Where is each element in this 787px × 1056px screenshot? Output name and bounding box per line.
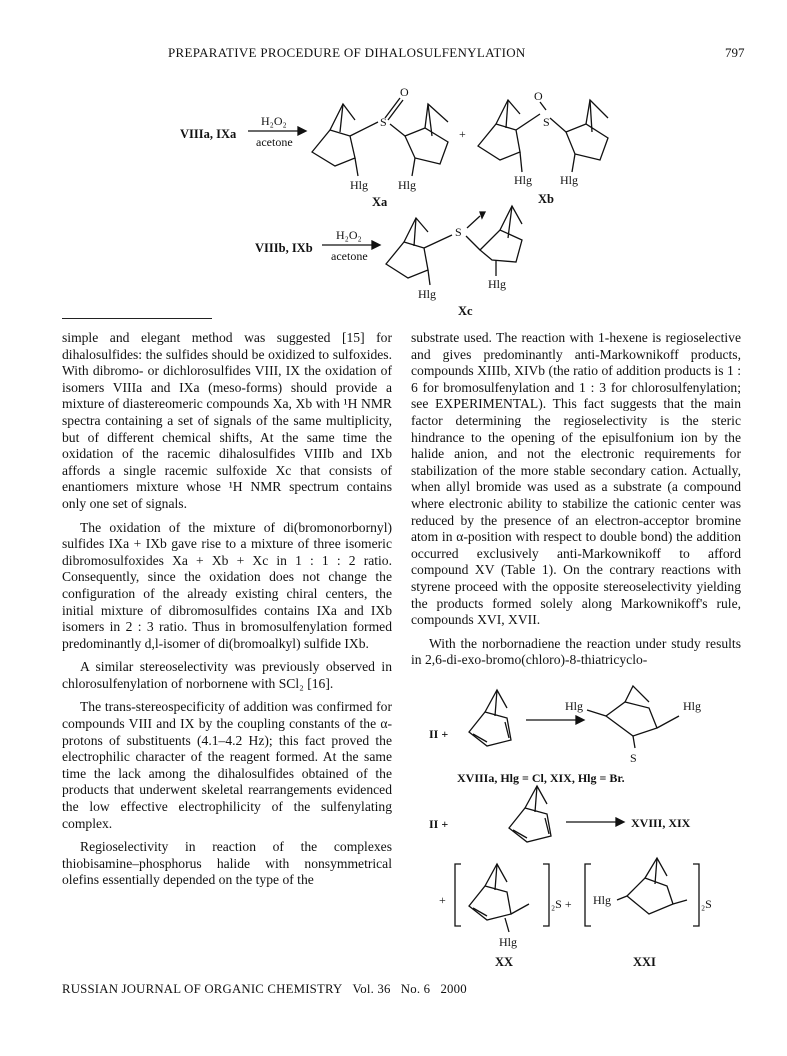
page-header	[0, 45, 787, 65]
scheme-oxidation-svg	[0, 80, 787, 330]
two-s-label-xx: ₂S +	[551, 897, 572, 911]
scheme1-reactant-b: VIIIb, IXb	[255, 241, 313, 255]
hlg-label-xxi: Hlg	[593, 893, 611, 907]
compound-label-xc: Xc	[458, 304, 473, 318]
scheme1-reagent-a: H₂O₂	[261, 114, 287, 128]
left-paragraph-5: Regioselectivity in reaction of the complexes thiobisamine–phosphorus halide with nonsymmetrical olefins essentially depended on the type of the	[62, 839, 392, 888]
hlg-label-xa-1: Hlg	[350, 178, 368, 192]
hlg-label-xc-1: Hlg	[418, 287, 436, 301]
sulfur-label-product: S	[630, 751, 637, 765]
oxygen-label-xb: O	[534, 89, 543, 103]
left-paragraph-4: The trans-stereospecificity of addition was confirmed for compounds VIII and IX by the coupling constants of the α-protons of substituents (4.1–4.2 Hz); this fact proved the electrophilic character of the reagent formed. At the same time the lack among the dihalosulfides obtained of the products that underwent skeletal rearrangements evidenced the low effective electrophilicity of the sulfenylating complex.	[62, 699, 392, 831]
two-s-label-xxi: ₂S	[701, 897, 712, 911]
sulfur-label-xc: S	[455, 225, 462, 239]
reaction-scheme-oxidation	[0, 80, 787, 330]
reactant-ii-label-2: II +	[429, 817, 449, 831]
right-paragraph-2: With the norbornadiene the reaction under study results in 2,6-di-exo-bromo(chloro)-8-thiatricyclo-	[411, 635, 741, 668]
reaction-scheme-norbornadiene	[411, 682, 741, 972]
scheme1-solvent-a: acetone	[256, 135, 293, 149]
sulfur-label-xb: S	[543, 115, 550, 129]
scheme1-reagent-b: H₂O₂	[336, 228, 362, 242]
left-paragraph-1: simple and elegant method was suggested [15] for dihalosulfides: the sulfides should be oxidized to sulfoxides. With dibromo- or dichlorosulfides VIII, IX the oxidation of isomers VIIIa and IXa (meso-forms) should provide a mixture of diastereomeric compounds Xa, Xb with ¹H NMR spectra containing a set of signals of the same multiplicity, but of different chemical shifts, At the same time the oxidation of the racemic dihalosulfides VIIIb and IXb affords a single racemic sulfoxide Xc that consists of enantiomers mixture whose ¹H NMR spectrum contains only one set of signals.	[62, 330, 392, 511]
hlg-label-product-1: Hlg	[565, 699, 583, 713]
compound-label-xb: Xb	[538, 192, 554, 206]
reactant-ii-label: II +	[429, 727, 449, 741]
right-paragraph-1: substrate used. The reaction with 1-hexene is regioselective and gives predominantly anti-Markownikoff products, compounds XIIIb, XIVb (the ratio of addition products is 1 : 6 for bromosulfenylation and 1 : 3 for chlorosulfenylation; see EXPERIMENTAL). This fact suggests that the main factor determining the regioselectivity is the steric hindrance to the opening of the episulfonium ion by the halide anion, and not the electronic requirements for stabilization of the more stable secondary cation. Actually, when allyl bromide was used as a substrate (a compound where electronic ability to stabilize the cationic center was reduced by the presence of an electron-acceptor bromine atom in α-position with respect to double bond) the addition occurred exclusively anti-Markownikoff to afford compound XV (Table 1). On the contrary reactions with styrene proceed with the opposite stereoselectivity yielding the products formed solely along Markownikoff's rule, compounds XVI, XVII.	[411, 330, 741, 628]
running-title: PREPARATIVE PROCEDURE OF DIHALOSULFENYLATION	[168, 45, 526, 60]
plus-sign-2: +	[439, 893, 446, 907]
journal-volume: Vol. 36	[352, 982, 391, 996]
scheme1-reactant-a: VIIIa, IXa	[180, 127, 237, 141]
journal-name: RUSSIAN JOURNAL OF ORGANIC CHEMISTRY	[62, 982, 343, 996]
left-paragraph-2: The oxidation of the mixture of di(bromonorbornyl) sulfides IXa + IXb gave rise to a mixture of three isomeric dibromosulfoxides Xa + Xb + Xc in 1 : 1 : 2 ratio. Consequently, since the oxidation does not change the configuration of the already existing chiral centers, the initial mixture of dibromosulfides contains IXa and IXb isomers in 2 : 3 ratio. Thus in bromosulfenylation formed predominantly d,l-isomer of di(bromoalkyl) sulfide IXb.	[62, 519, 392, 651]
scheme1-solvent-b: acetone	[331, 249, 368, 263]
scheme2-caption: XVIIIa, Hlg = Cl, XIX, Hlg = Br.	[457, 771, 625, 785]
product-xviii-xix-label: XVIII, XIX	[631, 816, 691, 830]
hlg-label-xx: Hlg	[499, 935, 517, 949]
section-rule	[62, 318, 212, 319]
compound-label-xx: XX	[495, 955, 514, 969]
sulfur-label-xa: S	[380, 115, 387, 129]
hlg-label-xb-2: Hlg	[560, 173, 578, 187]
hlg-label-xb-1: Hlg	[514, 173, 532, 187]
left-column	[62, 330, 392, 896]
journal-number: No. 6	[400, 982, 431, 996]
compound-label-xa: Xa	[372, 195, 388, 209]
hlg-label-xc-2: Hlg	[488, 277, 506, 291]
hlg-label-xa-2: Hlg	[398, 178, 416, 192]
compound-label-xxi: XXI	[633, 955, 656, 969]
left-paragraph-3: A similar stereoselectivity was previously observed in chlorosulfenylation of norbornene with SCl₂ [16].	[62, 659, 392, 691]
scheme-norbornadiene-svg	[411, 682, 741, 972]
page-number: 797	[725, 45, 745, 60]
oxygen-label-xa: O	[400, 85, 409, 99]
journal-year: 2000	[440, 982, 467, 996]
plus-sign: +	[459, 127, 466, 141]
page-footer	[62, 982, 467, 997]
right-column	[411, 330, 741, 676]
hlg-label-product-2: Hlg	[683, 699, 701, 713]
